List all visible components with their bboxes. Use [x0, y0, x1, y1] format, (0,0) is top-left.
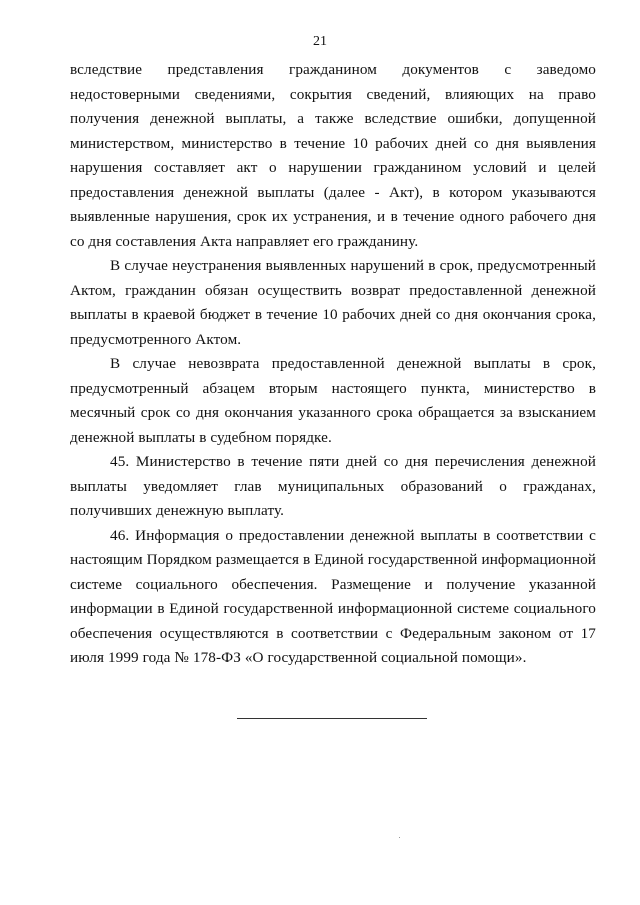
paragraph-violation-not-fixed: В случае неустранения выявленных нарушений в срок, предусмотренный Актом, гражданин обязан осуществить возврат предоставленной денежной выплаты в краевой бюджет в течение 10 рабочих дней со дня окончания срока, предусмотренного Актом.	[70, 257, 596, 348]
scan-speck	[399, 837, 400, 838]
paragraph-continuation: вследствие представления гражданином документов с заведомо недостоверными сведениями, сокрытия сведений, влияющих на право получения денежной выплаты, а также вследствие ошибки, допущенной министерством, министерство в течение 10 рабочих дней со дня выявления нарушения составляет акт о нарушении гражданином условий и целей предоставления денежной выплаты (далее - Акт), в котором указываются выявленные нарушения, срок их устранения, и в течение одного рабочего дня со дня составления Акта направляет его гражданину.	[70, 61, 596, 250]
end-of-document-rule	[237, 718, 427, 719]
page-number: 21	[313, 34, 327, 49]
paragraph-item-46: 46. Информация о предоставлении денежной выплаты в соответствии с настоящим Порядком размещается в Единой государственной информационной системе социального обеспечения. Размещение и получение указанной информации в Единой государственной информационной системе социального обеспечения осуществляются в соответствии с Федеральным законом от 17 июля 1999 года № 178-ФЗ «О государственной социальной помощи».	[70, 526, 596, 666]
document-body	[70, 58, 596, 671]
paragraph-non-return: В случае невозврата предоставленной денежной выплаты в срок, предусмотренный абзацем вторым настоящего пункта, министерство в месячный срок со дня окончания указанного срока обращается за взысканием денежной выплаты в судебном порядке.	[70, 355, 596, 446]
paragraph-item-45: 45. Министерство в течение пяти дней со дня перечисления денежной выплаты уведомляет глав муниципальных образований о гражданах, получивших денежную выплату.	[70, 453, 596, 519]
